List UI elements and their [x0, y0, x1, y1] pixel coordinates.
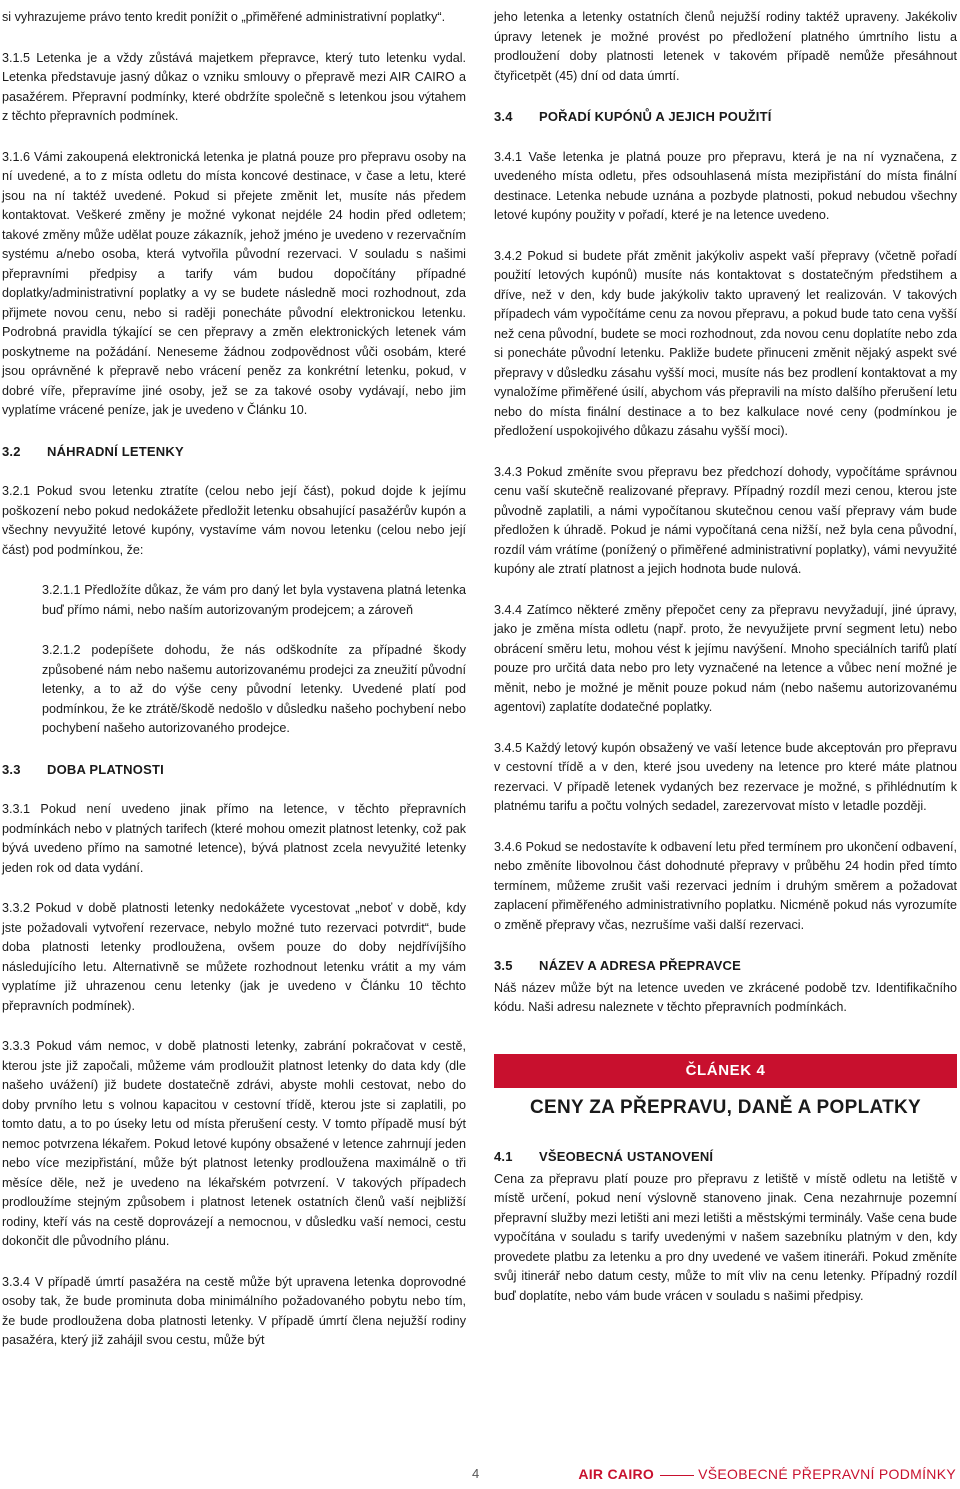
section-number: 3.5	[494, 958, 513, 973]
footer-brand	[578, 1466, 956, 1482]
paragraph-3-3-4: 3.3.4 V případě úmrtí pasažéra na cestě může být upravena letenka doprovodné osoby tak, že bude prominuta doba minimálního požadovaného pobytu nebo tím, že bude prodloužena doba platnosti letenky. V případě úmrtí člena nejužší rodiny pasažéra, který již zahájil svou cestu, může být	[2, 1274, 466, 1347]
section-title: VŠEOBECNÁ USTANOVENÍ	[539, 1149, 714, 1164]
paragraph-3-4-1: 3.4.1 Vaše letenka je platná pouze pro přepravu, která je na ní vyznačena, z uvedeného místa odletu, přes odsouhlasená místa mezipřistání do místa finální destinace. Letenka nebude uznána a pozbyde platnosti, pokud nebudou všechny letové kupóny použity v pořadí, které je na letence uvedeno.	[494, 149, 957, 222]
paragraph-3-1-6: 3.1.6 Vámi zakoupená elektronická letenka je platná pouze pro přepravu osoby na ní uvedené, a to z místa odletu do místa koncové destinace, v čase a letu, které jsou na ní taktéž uvedené. Pokud si přejete změnit let, musíte nás předem kontaktovat. Veškeré změny je možné vykonat nejdéle 24 hodin před odletem; takové změny může udělat pouze zákazník, jehož jméno je uvedeno v rezervačním systému a/nebo osoba, která vytvořila původní rezervaci. V souladu s našimi přepravními předpisy a tarify vám budou dopočítány případné doplatky/administrativní poplatky a vy se budete následně moci rozhodnout, zda přijmete novou cenu, nebo si raději ponecháte původní elektronickou letenku. Podrobná pravidla týkající se cen přepravy a změn elektronických letenek vám poskytneme na požádání. Neneseme žádnou zodpovědnost vůči osobám, které jsou oprávněné k přepravě nebo vrácení peněz za konkrétní letenku, pokud, v dobré víře, přepravíme jiné osoby, jež se za takové osoby vydávají, nebo jim vyplatíme vrácené peníze, jak je uvedeno v Článku 10.	[2, 149, 466, 417]
section-number: 3.2	[2, 443, 21, 459]
paragraph-3-5: Náš název může být na letence uveden ve zkrácené podobě tzv. Identifikačního kódu. Naši adresu naleznete v těchto přepravních podmínkách.	[494, 980, 957, 1014]
paragraph: si vyhrazujeme právo tento kredit ponížit o „přiměřené administrativní poplatky“.	[2, 10, 446, 24]
section-heading-3-5	[494, 956, 957, 976]
paragraph-3-2-1: 3.2.1 Pokud svou letenku ztratíte (celou nebo její část), pokud dojde k jejímu poškození nebo pokud nedokážete předložit letenku obsahující pasažérův kupón a všechny nevyužité letové kupóny, vystavíme vám novou letenku (celou nebo její část) pod podmínkou, že:	[2, 484, 466, 557]
paragraph: jeho letenka a letenky ostatních členů nejužší rodiny taktéž upraveny. Jakékoliv úpravy letenek je možné provést po předložení platného úmrtního listu a prodloužení doby platnosti letenek v takovém případě nemůže přesáhnout čtyřicetpět (45) dní od data úmrtí.	[494, 10, 957, 83]
section-number: 3.3	[2, 761, 21, 777]
paragraph-3-3-3: 3.3.3 Pokud vám nemoc, v době platnosti letenky, zabrání pokračovat v cestě, kterou jste již započali, můžeme vám prodloužit platnost letenky do data kdy (dle našeho uvážení) již budete dostatečně zdrávi, abyste mohli cestovat, nebo do doby prvního letu s volnou kapacitou v cestovní třídě, kterou jste si zaplatili, po tomto datu, a to po úseky letu od místa přerušení cesty. V tomto případě musí být nemoc potvrzena lékařem. Pokud letové kupóny obsažené v letence zahrnují jeden nebo více mezipřistání, může být platnost letenky prodloužena maximálně o tři měsíce děle, než je uvedeno na lékařském potvrzení. V takových případech prodloužíme stejným způsobem i platnost letenek ostatních členů vaší nejbližší rodiny, kteří vás na cestě doprovázejí a nemocnou, v důsledku vaší nemoci, cestu dokončit dle původního plánu.	[2, 1039, 466, 1248]
section-heading-3-4	[494, 107, 957, 127]
paragraph-3-1-5: 3.1.5 Letenka je a vždy zůstává majetkem přepravce, který tuto letenku vydal. Letenka představuje jasný důkaz o vzniku smlouvy o přepravě mezi AIR CAIRO a pasažérem. Přepravní podmínky, které obdržíte společně s letenkou jsou výtahem z těchto přepravních podmínek.	[2, 50, 466, 123]
section-title: POŘADÍ KUPÓNŮ A JEJICH POUŽITÍ	[539, 109, 772, 124]
section-number: 3.4	[494, 109, 513, 124]
section-number: 4.1	[494, 1149, 513, 1164]
paragraph-3-4-5: 3.4.5 Každý letový kupón obsažený ve vaší letence bude akceptován pro přepravu v cestovní třídě a v den, které jsou uvedeny na letence pro které máte platnou rezervaci. V případě letenek vydaných bez rezervace je možné, s přihlédnutím k platnému tarifu a počtu volných sedadel, zarezervovat místo v letadle později.	[494, 740, 957, 813]
paragraph-3-4-2: 3.4.2 Pokud si budete přát změnit jakýkoliv aspekt vaší přepravy (včetně pořadí použití letových kupónů) musíte nás kontaktovat s dostatečným předstihem a dříve, než v den, kdy bude jakýkoliv takto upravený let realizován. V takových případech vám vypočítáme cenu za novou přepravu, a pokud bude tato cena vyšší než cena původní, budete se moci rozhodnout, zda novou cenu doplatíte nebo zda si ponecháte původní letenku. Pakliže budete přinuceni změnit nějaký aspekt své přepravy v důsledku zásahu vyšší moci, musíte nás bez prodlení kontaktovat a my vynaložíme přiměřené úsilí, abychom vás přepravili na místo dalšího přerušení letu nebo do místa finální destinace a to bez kalkulace nové ceny (podmínkou je předložení uspokojivého důkazu zásahu vyšší moci).	[494, 248, 957, 438]
paragraph-3-2-1-1: 3.2.1.1 Předložíte důkaz, že vám pro daný let byla vystavena platná letenka buď přímo námi, nebo naším autorizovaným prodejcem; a zároveň	[42, 583, 466, 617]
paragraph-3-4-6: 3.4.6 Pokud se nedostavíte k odbavení letu před termínem pro ukončení odbavení, nebo změníte libovolnou část dohodnuté přepravy v průběhu 24 hodin před tímto termínem, můžeme zrušit vaši rezervaci jedním i druhým směrem a požadovat zaplacení přiměřeného administrativního poplatku. Nicméně pokud nás vyrozumíte o změně přepravy včas, nezrušíme vaši další rezervaci.	[494, 839, 957, 932]
paragraph-3-2-1-2: 3.2.1.2 podepíšete dohodu, že nás odškodníte za případné škody způsobené nám nebo našemu autorizovanému prodejci za zneužití původní letenky, a to až do výše ceny původní letenky. Uvedené platí pod podmínkou, že ke ztrátě/škodě nedošlo v důsledku našeho pochybení nebo pochybení našeho autorizovaného prodejce.	[42, 643, 466, 735]
document-title: VŠEOBECNÉ PŘEPRAVNÍ PODMÍNKY	[698, 1466, 956, 1482]
section-title: DOBA PLATNOSTI	[47, 761, 164, 777]
section-heading-3-3	[2, 760, 466, 780]
paragraph-4-1: Cena za přepravu platí pouze pro přepravu z letiště v místě odletu na letiště v místě určení, pokud není výslovně stanoveno jinak. Cena nezahrnuje pozemní přepravní služby mezi letišti ani mezi letišti a městskými terminály. Vaše cena bude vypočítána v souladu s tarify uvedenými v našem sazebníku platným v den, kdy provedete platbu za letenku a pro dny uvedené ve vašem itineráři. Pokud změníte svůj itinerář nebo datum cesty, může to mít vliv na cenu letenky. Případný rozdíl buď doplatíte, nebo vám bude vrácen v souladu s našimi předpisy.	[494, 1171, 957, 1303]
section-title: NÁZEV A ADRESA PŘEPRAVCE	[539, 958, 741, 973]
section-heading-3-2	[2, 442, 466, 462]
paragraph-3-4-4: 3.4.4 Zatímco některé změny přepočet ceny za přepravu nevyžadují, jiné úpravy, jako je změna místa odletu (např. proto, že nevyužijete první segment letu) nebo obrácení směru letu, mohou vést k jejímu navýšení. Mnoho speciálních tarifů platí pouze pro určitá data nebo pro lety vyznačené na letence a vůbec není možné je měnit, nebo je možné je měnit pouze pokud nám (nebo našemu autorizovanému agentovi) zaplatíte dodatečné poplatky.	[494, 602, 957, 714]
paragraph-3-3-2: 3.3.2 Pokud v době platnosti letenky nedokážete vycestovat „neboť v době, kdy jste požadovali vytvoření rezervace, nebylo možné tuto rezervaci potvrdit“, bude doba platnosti letenky prodloužena, ovšem pouze do doby nejdřívíjšího následujícího letu. Alternativně se můžete rozhodnout letenku vrátit a my vám vyplatíme již uhrazenou cenu letenky (jak je uvedeno v Článku 10 těchto přepravních podmínek).	[2, 901, 466, 1013]
article-label-bar: ČLÁNEK 4	[494, 1054, 957, 1088]
brand-name: AIR CAIRO	[578, 1466, 655, 1482]
page-number: 4	[472, 1466, 480, 1481]
section-title: NÁHRADNÍ LETENKY	[47, 443, 184, 459]
right-column	[494, 8, 957, 1327]
section-heading-4-1	[494, 1147, 957, 1167]
paragraph-3-3-1: 3.3.1 Pokud není uvedeno jinak přímo na letence, v těchto přepravních podmínkách nebo v platných tarifech (které mohou omezit platnost letenky, což pak bývá uvedeno přímo na samotné letence), bývá platnost zcela nevyužité letenky jeden rok od data vydání.	[2, 802, 466, 875]
left-column	[2, 8, 466, 1372]
paragraph-3-4-3: 3.4.3 Pokud změníte svou přepravu bez předchozí dohody, vypočítáme správnou cenu vaší skutečně realizované přepravy. Případný rozdíl mezi cenou, kterou jste původně zaplatili, a námi vypočítanou skutečnou cenou vaší přepravy vám bude předložen k úhradě. Pokud je námi vypočítaná cena nižší, než byla cena původní, rozdíl vám vrátíme (ponížený o přiměřené administrativní poplatky), vámi nevyužité kupóny ale ztratí platnost a jejich hodnota bude nulová.	[494, 464, 957, 576]
footer-divider	[660, 1475, 694, 1476]
article-title: CENY ZA PŘEPRAVU, DANĚ A POPLATKY	[530, 1096, 921, 1118]
